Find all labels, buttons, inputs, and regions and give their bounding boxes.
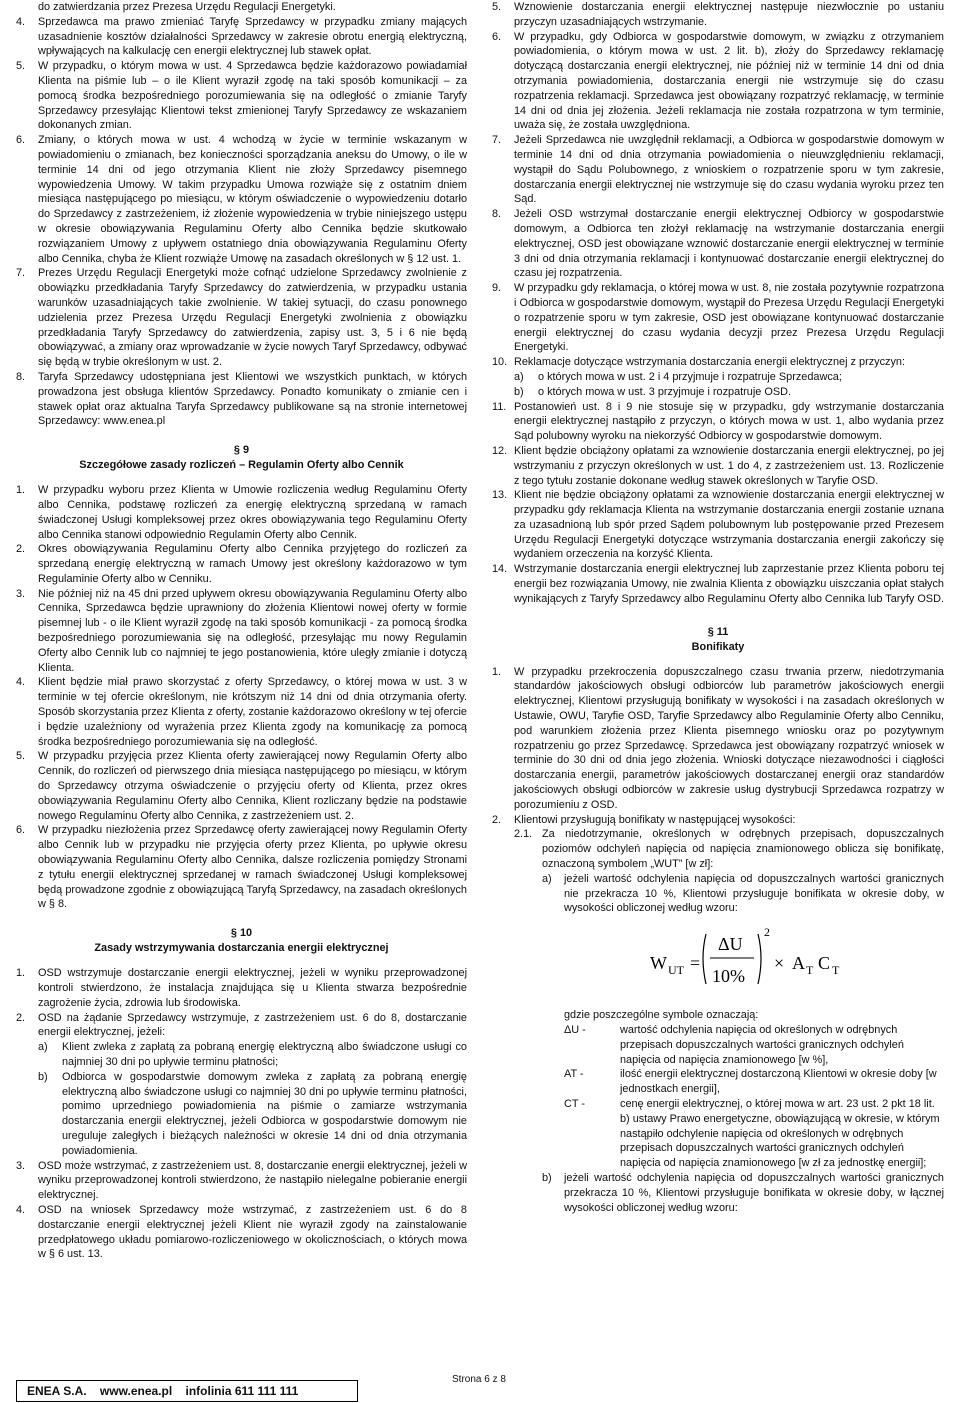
paragraph-number: 4. — [16, 676, 26, 689]
symbol: CT - — [564, 1098, 585, 1110]
page-number: Strona 6 z 8 — [452, 1374, 506, 1385]
paragraph-number: 12. — [492, 444, 508, 457]
paragraph-number: 4. — [16, 15, 26, 28]
formula-c: C — [818, 953, 831, 974]
formula-exponent: 2 — [764, 925, 770, 940]
intro-line: do zatwierdzania przez Prezesa Urzędu Regulacji Energetyki. — [38, 1, 336, 13]
paragraph-text: Postanowień ust. 8 i 9 nie stosuje się w przypadku, gdy wstrzymanie dostarczania energii elektrycznej nastąpiło z przyczyn, o których mowa w ust. 1, albo wydania przez Sąd polubowny wyroku na niekorzyść Odbiorcy w gospodarstwie domowym. — [514, 400, 944, 443]
formula-graphic — [492, 922, 944, 1002]
symbol-definition — [564, 1067, 944, 1097]
symbol-description: ilość energii elektrycznej dostarczoną Klientowi w okresie doby [w jednostkach energii], — [620, 1068, 937, 1096]
paragraph-number: 2. — [16, 543, 26, 556]
paragraph — [492, 355, 944, 370]
paragraph — [16, 133, 467, 266]
paragraph — [492, 488, 944, 562]
section-11-heading — [492, 625, 944, 655]
paragraph — [492, 562, 944, 606]
paragraph — [16, 675, 467, 749]
sub-paragraph: b) jeżeli wartość odchylenia napięcia od dopuszczalnych wartości granicznych przekracza 10 %, Klientowi przysługuje bonifikata w okresie doby, w łącznej wysokości obliczonej według wzoru: — [542, 1171, 944, 1214]
paragraph-text: Klient będzie miał prawo skorzystać z oferty Sprzedawcy, o której mowa w ust. 3 w terminie w tej ofercie określonym, nie krótszym niż 14 dni od dnia otrzymania oferty. Sposób skorzystania przez Klienta z oferty, zostanie każdorazowo określony w tej ofercie i będzie uzależniony od wyrażenia przez Klienta zgody na komunikację za pomocą środka bezpośredniego porozumiewania się na odległość. — [38, 676, 467, 748]
footer-website[interactable]: www.enea.pl — [99, 1384, 173, 1398]
paragraph-text: W przypadku niezłożenia przez Sprzedawcę oferty zawierającej nowy Regulamin Oferty albo Cennik lub w przypadku nie przyjęcia oferty przez Klienta, po upływie okresu obowiązywania Regulaminu Oferty albo Cennika, dalsze rozliczenia pomiędzy Stronami z tytułu energii elektrycznej sprzedanej w ramach świadczonej Usługi kompleksowej będą prowadzone zgodnie z obowiązującą Taryfą Sprzedawcy, na zasadach określonych w § 8. — [38, 824, 467, 911]
paragraph: 2. OSD na żądanie Sprzedawcy wstrzymuje, z zastrzeżeniem ust. 6 do 8, dostarczanie energii elektrycznej, jeżeli: — [16, 1011, 467, 1039]
paragraph — [492, 207, 944, 281]
formula-w: W — [650, 953, 667, 974]
paragraph-text: W przypadku przyjęcia przez Klienta oferty zawierającej nowy Regulamin Oferty albo Cennik, do rozliczeń od pierwszego dnia miesiąca następującego po miesiącu, w którym do Sprzedawcy otrzyma oświadczenie o przyjęciu oferty od Klienta, przez okres obowiązywania Regulaminu Oferty albo Cennika, Klient rozliczany będzie na podstawie nowego Regulaminu Oferty albo Cennika, z zastrzeżeniem ust. 2. — [38, 750, 467, 822]
sub-paragraph: b) Odbiorca w gospodarstwie domowym zwleka z zapłatą za pobraną energię elektryczną albo świadczone usługi co najmniej 30 dni po upływie terminu płatności, pomimo uprzedniego powiadomienia na piśmie o zamiarze wstrzymania dostarczania energii elektrycznej, jeżeli Odbiorca w gospodarstwie domowym nie ureguluje zaległych i bieżących należności w okresie 14 dni od dnia otrzymania powiadomienia. — [38, 1070, 467, 1157]
paragraph-number: 6. — [16, 134, 26, 147]
paragraph: 3. OSD może wstrzymać, z zastrzeżeniem ust. 8, dostarczanie energii elektrycznej, jeżeli w wyniku przeprowadzonej kontroli stwierdzono, że nastąpiło nielegalne pobieranie energii elektrycznej. — [16, 1159, 467, 1202]
paragraph — [492, 444, 944, 488]
paragraph — [16, 15, 467, 59]
section-number: § 10 — [230, 927, 253, 940]
paragraph-number: 9. — [492, 282, 502, 295]
section-title: Bonifikaty — [691, 640, 745, 653]
footer-company: ENEA S.A. — [27, 1384, 87, 1398]
paragraph-number: 13. — [492, 489, 508, 502]
symbol-definitions — [564, 1008, 944, 1171]
paragraph — [16, 59, 467, 133]
paragraph-number: 6. — [16, 824, 26, 837]
paragraph-number: 14. — [492, 563, 508, 576]
paragraph — [492, 281, 944, 355]
paragraph-text: Klient będzie obciążony opłatami za wznowienie dostarczania energii elektrycznej, po jej wstrzymaniu z przyczyn określonych w ust. 1 do 4, z zastrzeżeniem ust. 13. Rozliczenie z tego tytułu zostanie dokonane według stawek określonych w Taryfie OSD. — [514, 444, 944, 487]
sub-paragraph: 2.1. Za niedotrzymanie, określonych w odrębnych przepisach, dopuszczalnych poziomów odchyleń napięcia od napięcia znamionowego oblicza się bonifikatę, oznaczoną symbolem „WUT” [w zł]: — [514, 828, 944, 871]
paragraph: 1. W przypadku przekroczenia dopuszczalnego czasu trwania przerw, niedotrzymania standardów jakościowych obsługi odbiorców lub parametrów jakościowych energii elektrycznej, Klientowi przysługują bonifikaty w wysokości i na zasadach określonych w Ustawie, OWU, Taryfie OSD, Taryfie Sprzedawcy albo Regulaminie Oferty albo Cenniku, pod warunkiem złożenia przez Klienta pisemnego wniosku oraz po pozytywnym rozpatrzeniu go przez Sprzedawcę. Sprzedawca jest obowiązany rozpatrzyć wniosek w terminie do 30 dni od dnia jego złożenia. Wnioski dotyczące niezawodności i ciągłości dostarczania energii, parametrów jakościowych dostarczanej energii oraz standardów jakościowych obsługi odbiorców w zakresie usług dystrybucji Sprzedawca rozpatrzy w porozumieniu z OSD. — [492, 665, 944, 811]
paragraph: 4. OSD na wniosek Sprzedawcy może wstrzymać, z zastrzeżeniem ust. 6 do 8 dostarczanie energii elektrycznej jeżeli Klient nie wyraził zgody na zainstalowanie przedpłatowego układu pomiarowo-rozliczeniowego w okolicznościach, o których mowa w § 6 ust. 13. — [16, 1203, 467, 1261]
paragraph-text: Jeżeli OSD wstrzymał dostarczanie energii elektrycznej Odbiorcy w gospodarstwie domowym, a Odbiorca ten złożył reklamację na wstrzymanie dostarczania energii elektrycznej, OSD jest obowiązane wznowić dostarczanie energii elektrycznej w terminie 3 dni od dnia otrzymania reklamacji i kontynuować dostarczanie energii elektrycznej do czasu jej rozpatrzenia. — [514, 208, 944, 280]
paragraph-number: 10. — [492, 356, 508, 369]
paragraph-number: 5. — [16, 750, 26, 763]
paragraph-text: Okres obowiązywania Regulaminu Oferty albo Cennika przyjętego do rozliczeń za sprzedaną energię elektryczną w ramach Umowy jest określony każdorazowo w tym Regulaminie Oferty albo w Cenniku. — [38, 543, 467, 585]
paragraph — [16, 483, 467, 542]
symbol: AT - — [564, 1068, 584, 1081]
formula-c-sub: T — [832, 963, 840, 978]
paragraph — [16, 587, 467, 676]
paragraph-number: 8. — [492, 208, 502, 221]
section-title: Szczegółowe zasady rozliczeń – Regulamin Oferty albo Cennik — [79, 459, 404, 472]
footer-hotline: infolinia 611 111 111 — [185, 1384, 299, 1398]
paragraph-number: 7. — [492, 134, 502, 147]
paragraph — [492, 30, 944, 134]
paragraph-number: 6. — [492, 30, 502, 43]
paragraph — [16, 749, 467, 823]
section-number: § 11 — [707, 625, 729, 638]
paragraph-text: Klient nie będzie obciążony opłatami za wznowienie dostarczania energii elektrycznej w przypadku gdy reklamacja Klienta na wstrzymanie dostarczania energii zostanie uznana za uzasadnioną lub spór przed Sądem polubownym lub postępowanie przed Prezesem Urzędu Regulacji Energetyki dotyczące wstrzymania dostarczania energii zakończy się wydaniem orzeczenia na korzyść Klienta. — [514, 489, 944, 561]
paragraph-text: Nie później niż na 45 dni przed upływem okresu obowiązywania Regulaminu Oferty albo Cennika, Sprzedawca będzie uprawniony do złożenia Klientowi nowej oferty w formie pisemnej lub - o ile Klient wyraził zgodę na taki sposób komunikacji - za pomocą środka bezpośredniego porozumiewania się na odległość, przesyłając mu nowy Regulamin Oferty albo Cennik lub co najmniej te jego postanowienia, które uległy zmianie i dotyczą Klienta. — [38, 587, 467, 674]
paragraph-number: 7. — [16, 267, 26, 280]
formula-times: × — [774, 953, 785, 974]
paragraph-text: Sprzedawca ma prawo zmieniać Taryfę Sprzedawcy w przypadku zmiany mających uzasadnienie kosztów działalności Sprzedawcy w zakresie obrotu energią elektryczną, wpływających na kalkulację cen energii elektrycznej lub stawek opłat. — [38, 15, 467, 58]
paragraph-number: 1. — [16, 484, 26, 497]
paragraph-text: Reklamacje dotyczące wstrzymania dostarczania energii elektrycznej z przyczyn: — [514, 356, 906, 369]
paragraph-number: 5. — [16, 60, 26, 73]
paragraph-text: Wznowienie dostarczania energii elektrycznej następuje niezwłocznie po ustaniu przyczyn uzasadniających wstrzymanie. — [514, 1, 944, 28]
paragraph-text: Prezes Urzędu Regulacji Energetyki może cofnąć udzielone Sprzedawcy zwolnienie z obowiązku przedkładania Taryfy Sprzedawcy do zatwierdzenia, w przypadku ustania warunków uzasadniających takie zwolnienie. W takiej sytuacji, do czasu ponownego udzielenia przez Prezesa Urzędu Regulacji Energetyki zwolnienia z obowiązku przedkładania Taryfy Sprzedawcy do zatwierdzenia, zapisy ust. 3, 5 i 6 nie będą obowiązywać, a zmiany oraz wprowadzanie w życie nowych Taryf Sprzedawcy, odbywać się będą w trybie określonym w ust. 2. — [38, 267, 467, 369]
section-10-heading — [16, 926, 467, 956]
paragraph-text: Zmiany, o których mowa w ust. 4 wchodzą w życie w terminie wskazanym w powiadomieniu o zmianach, bez konieczności sporządzania aneksu do Umowy, o ile w terminie 14 dni od jego otrzymania Klient nie złoży Sprzedawcy pisemnego wypowiedzenia Umowy. W takim przypadku Umowa rozwiąże się z ostatnim dniem miesiąca następującego po miesiącu, w którym oświadczenie o wypowiedzeniu dotarło do Sprzedawcy z zastrzeżeniem, iż złożenie wypowiedzenia w trybie niniejszego ustępu w okresie obowiązywania Regulaminu Oferty albo Cennika będzie skutkowało rozwiązaniem Umowy z upływem ostatniego dnia obowiązywania Regulaminu Oferty albo Cennika, chyba że Klient rozwiąże Umowę na zasadach określonych w § 12 ust. 1. — [38, 134, 467, 265]
paragraph — [492, 400, 944, 444]
sub-paragraph: a) jeżeli wartość odchylenia napięcia od dopuszczalnych wartości granicznych nie przekracza 10 %, Klientowi przysługuje bonifikata w okresie doby, w wysokości obliczonej według wzoru: — [542, 872, 944, 915]
paragraph — [492, 133, 944, 207]
paragraph-number: 11. — [492, 400, 507, 413]
paragraph-number: 5. — [492, 1, 502, 13]
paragraph-text: W przypadku wyboru przez Klienta w Umowie rozliczenia według Regulaminu Oferty albo Cennika, podstawę rozliczeń za energię elektryczną sprzedaną w ramach świadczonej Usługi kompleksowej przez okres obowiązywania tego Regulaminu Oferty albo Cennika stanowi odpowiednio Regulamin Oferty albo Cennik. — [38, 484, 467, 541]
paragraph-text: W przypadku, o którym mowa w ust. 4 Sprzedawca będzie każdorazowo powiadamiał Klienta na piśmie lub – o ile Klient wyraził zgodę na taki sposób komunikacji – za pomocą środka bezpośredniego porozumiewania się na odległość o zmianie Taryfy Sprzedawcy przesyłając Klientowi tekst zmienionej Taryfy Sprzedawcy ze wskazaniem dokonanych zmian. — [38, 60, 467, 132]
paragraph-text: Taryfa Sprzedawcy udostępniana jest Klientowi we wszystkich punktach, w których prowadzona jest obsługa klientów Sprzedawcy. Ponadto komunikaty o zmianie cen i stawek opłat oraz aktualna Taryfa Sprzedawcy publikowane są na stronie internetowej Sprzedawcy: www.enea.pl — [38, 370, 467, 428]
sub-paragraph: a) o których mowa w ust. 2 i 4 przyjmuje i rozpatruje Sprzedawca; — [514, 370, 842, 383]
right-column — [492, 0, 944, 1215]
formula-w-sub: UT — [668, 963, 684, 978]
paragraph-text: W przypadku gdy reklamacja, o której mowa w ust. 8, nie została pozytywnie rozpatrzona i Odbiorca w gospodarstwie domowym, wystąpił do Prezesa Urzędu Regulacji Energetyki o rozpatrzenie sporu w tym zakresie, OSD jest obowiązane kontynuować dostarczanie energii elektrycznej do czasu wydania decyzji przez Prezesa Urzędu Regulacji Energetyki. — [514, 282, 944, 354]
paragraph-number: 8. — [16, 370, 26, 383]
formula-eq: = — [690, 953, 701, 974]
section-number: § 9 — [233, 444, 250, 457]
paragraph-text: Wstrzymanie dostarczania energii elektrycznej lub zaprzestanie przez Klienta poboru tej energii bez rozwiązania Umowy, nie zwalnia Klienta z obowiązku uiszczania opłat stałych wynikających z Taryfy Sprzedawcy albo Regulaminu Oferty albo Cennika lub Taryfy OSD. — [514, 563, 944, 605]
formula-a-sub: T — [806, 963, 814, 978]
paragraph — [16, 823, 467, 912]
paragraph — [16, 266, 467, 370]
formula-delta-u: ΔU — [718, 934, 743, 955]
formula-denominator: 10% — [712, 966, 745, 987]
paragraph-text: W przypadku, gdy Odbiorca w gospodarstwie domowym, w związku z otrzymaniem powiadomienia, o którym mowa w ust. 2 lit. b), złoży do Sprzedawcy reklamację dotyczącą dostarczania energii elektrycznej, nie później niż w terminie 14 dni od dnia otrzymania powiadomienia, dostarczania energii nie wstrzymuje się do czasu rozpatrzenia reklamacji. Sprzedawca jest obowiązany rozpatrzyć reklamację, w terminie 14 dni od dnia jej złożenia. Jeżeli reklamacja nie została rozpatrzona w tym terminie, uważa się, że została uwzględniona. — [514, 30, 944, 132]
footer-contact-box — [16, 1380, 358, 1402]
symbol-description: cenę energii elektrycznej, o której mowa w art. 23 ust. 2 pkt 18 lit. b) ustawy Prawo energetyczne, obowiązującą w okresie, w którym nastąpiło odchylenie napięcia od określonych w odrębnych przepisach dopuszczalnych wartości granicznych odchyleń napięcia od napięcia znamionowego [w zł za jednostkę energii]; — [620, 1098, 940, 1170]
sub-paragraph: a) Klient zwleka z zapłatą za pobraną energię elektryczną albo świadczone usługi co najmniej 30 dni po upływie terminu płatności; — [38, 1041, 467, 1068]
paragraph: 1. OSD wstrzymuje dostarczanie energii elektrycznej, jeżeli w wyniku przeprowadzonej kontroli stwierdzono, że instalacja znajdująca się u Klienta stwarza bezpośrednie zagrożenie życia, zdrowia lub środowiska. — [16, 967, 467, 1009]
paragraph-text: Jeżeli Sprzedawca nie uwzględnił reklamacji, a Odbiorca w gospodarstwie domowym w terminie 14 dni od dnia otrzymania powiadomienia o nieuwzględnieniu reklamacji, wystąpił do Sądu Polubownego, z wnioskiem o rozpatrzenie sporu w tym zakresie, dostarczania energii elektrycznej nie wstrzymuje się do czasu wydania wyroku przez ten Sąd. — [514, 134, 944, 206]
section-9-heading — [16, 443, 467, 473]
symbol-definition — [564, 1097, 944, 1171]
left-column — [16, 0, 467, 1262]
paragraph — [16, 370, 467, 429]
bonus-formula — [492, 922, 944, 1002]
section-title: Zasady wstrzymywania dostarczania energii elektrycznej — [94, 942, 389, 955]
formula-a: A — [792, 953, 805, 974]
symbol-definition — [564, 1023, 944, 1067]
paragraph — [492, 0, 944, 30]
sub-paragraph: b) o których mowa w ust. 3 przyjmuje i rozpatruje OSD. — [514, 385, 791, 398]
symbol: ΔU - — [564, 1024, 586, 1037]
symbol-description: wartość odchylenia napięcia od określonych w odrębnych przepisach dopuszczalnych wartości granicznych odchyleń napięcia od napięcia znamionowego [w %], — [620, 1024, 904, 1066]
paragraph: 2. Klientowi przysługują bonifikaty w następującej wysokości: — [492, 813, 796, 826]
paragraph-number: 3. — [16, 587, 26, 600]
paragraph — [16, 542, 467, 586]
definitions-intro: gdzie poszczególne symbole oznaczają: — [564, 1009, 759, 1022]
